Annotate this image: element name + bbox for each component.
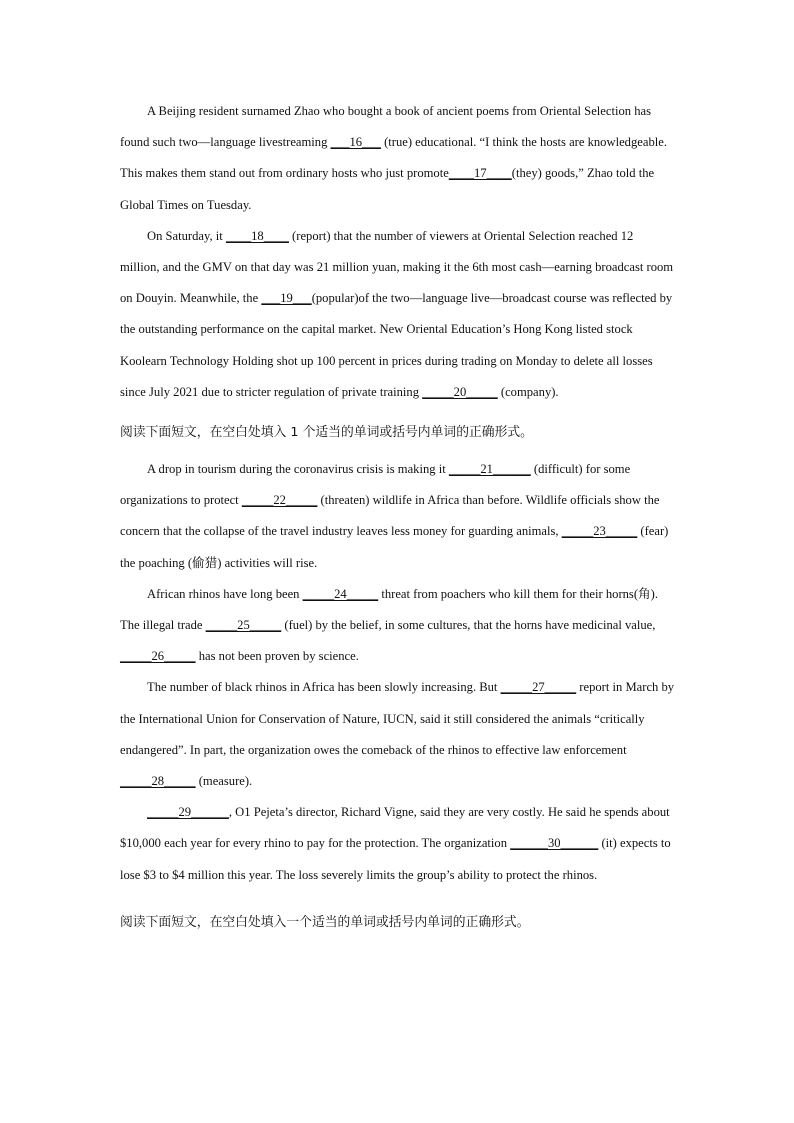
text-span: On Saturday, it bbox=[147, 228, 226, 243]
text-span: (popular)of the two—language live—broadcast course was reflected by the outstanding performance on the capital market. New Oriental Education’s Hong Kong listed stock Koolearn Technology Holding shot up 100 percent in prices during trading on Monday to delete all losses since July 2021 due to stricter regulation of private training bbox=[120, 291, 673, 399]
blank-21: _____21______ bbox=[448, 462, 531, 477]
blank-18: ____18____ bbox=[225, 228, 289, 243]
passage1-paragraph1 bbox=[120, 96, 675, 221]
text-span: (they) goods,” Zhao told the Global Times on Tuesday. bbox=[120, 166, 655, 212]
instruction-heading-1: 阅读下面短文，在空白处填入 1 个适当的单词或括号内单词的正确形式。 bbox=[120, 425, 533, 441]
blank-20: _____20_____ bbox=[422, 384, 498, 399]
text-span: A Beijing resident surnamed Zhao who bought a book of ancient poems from Oriental Selection has found such two—language livestreaming bbox=[120, 104, 651, 150]
text-span: (measure). bbox=[195, 774, 253, 789]
passage1-paragraph2 bbox=[120, 221, 675, 408]
document-page bbox=[120, 96, 675, 933]
passage2-paragraph3 bbox=[120, 672, 675, 797]
text-span: (company). bbox=[497, 384, 559, 399]
text-span: has not been proven by science. bbox=[195, 649, 359, 664]
text-span: (report) that the number of viewers at Oriental Selection reached 12 million, and the GMV on that day was 21 million yuan, making it the 6th most cash—earning broadcast room on Douyin. Meanwhile, the bbox=[120, 228, 674, 306]
text-span: report in March by the International Union for Conservation of Nature, IUCN, said it still considered the animals “critically endangered”. In part, the organization owes the comeback of the rhinos to effective law enforcement bbox=[120, 680, 675, 757]
text-span: (difficult) for some organizations to protect bbox=[120, 462, 631, 508]
text-span: African rhinos have long been bbox=[147, 586, 303, 601]
passage2-paragraph2 bbox=[120, 579, 675, 673]
blank-24: _____24_____ bbox=[302, 586, 379, 601]
blank-16: ___16___ bbox=[330, 135, 381, 150]
blank-26: _____26_____ bbox=[120, 649, 196, 664]
instruction-heading-2: 阅读下面短文，在空白处填入一个适当的单词或括号内单词的正确形式。 bbox=[120, 914, 530, 930]
text-span: (true) educational. “I think the hosts are knowledgeable. This makes them stand out from ordinary hosts who just promote bbox=[120, 135, 667, 181]
blank-27: _____27_____ bbox=[500, 680, 577, 695]
text-span: The number of black rhinos in Africa has been slowly increasing. But bbox=[147, 680, 501, 695]
blank-29: _____29______ bbox=[147, 805, 229, 820]
passage2-paragraph4 bbox=[120, 797, 675, 891]
text-span: (it) expects to lose $3 to $4 million this year. The loss severely limits the group’s ability to protect the rhinos. bbox=[120, 836, 671, 882]
blank-28: _____28_____ bbox=[120, 774, 196, 789]
text-span: , O1 Pejeta’s director, Richard Vigne, said they are very costly. He said he spends about $10,000 each year for every rhino to pay for the protection. The organization bbox=[120, 805, 670, 851]
text-span: (threaten) wildlife in Africa than before. Wildlife officials show the concern that the collapse of the travel industry leaves less money for guarding animals, bbox=[120, 493, 660, 539]
passage2-paragraph1 bbox=[120, 454, 675, 579]
text-span: (fear) the poaching (偷猎) activities will rise. bbox=[120, 524, 669, 570]
blank-19: ___19___ bbox=[261, 291, 312, 306]
blank-17: ____17____ bbox=[448, 166, 512, 181]
text-span: (fuel) by the belief, in some cultures, that the horns have medicinal value, bbox=[281, 618, 656, 633]
blank-23: _____23_____ bbox=[561, 524, 638, 539]
text-span: A drop in tourism during the coronavirus crisis is making it bbox=[147, 462, 449, 477]
blank-30: ______30______ bbox=[510, 836, 599, 851]
blank-22: _____22_____ bbox=[241, 493, 318, 508]
blank-25: _____25_____ bbox=[205, 618, 282, 633]
text-span: threat from poachers who kill them for their horns(角). The illegal trade bbox=[120, 586, 658, 633]
